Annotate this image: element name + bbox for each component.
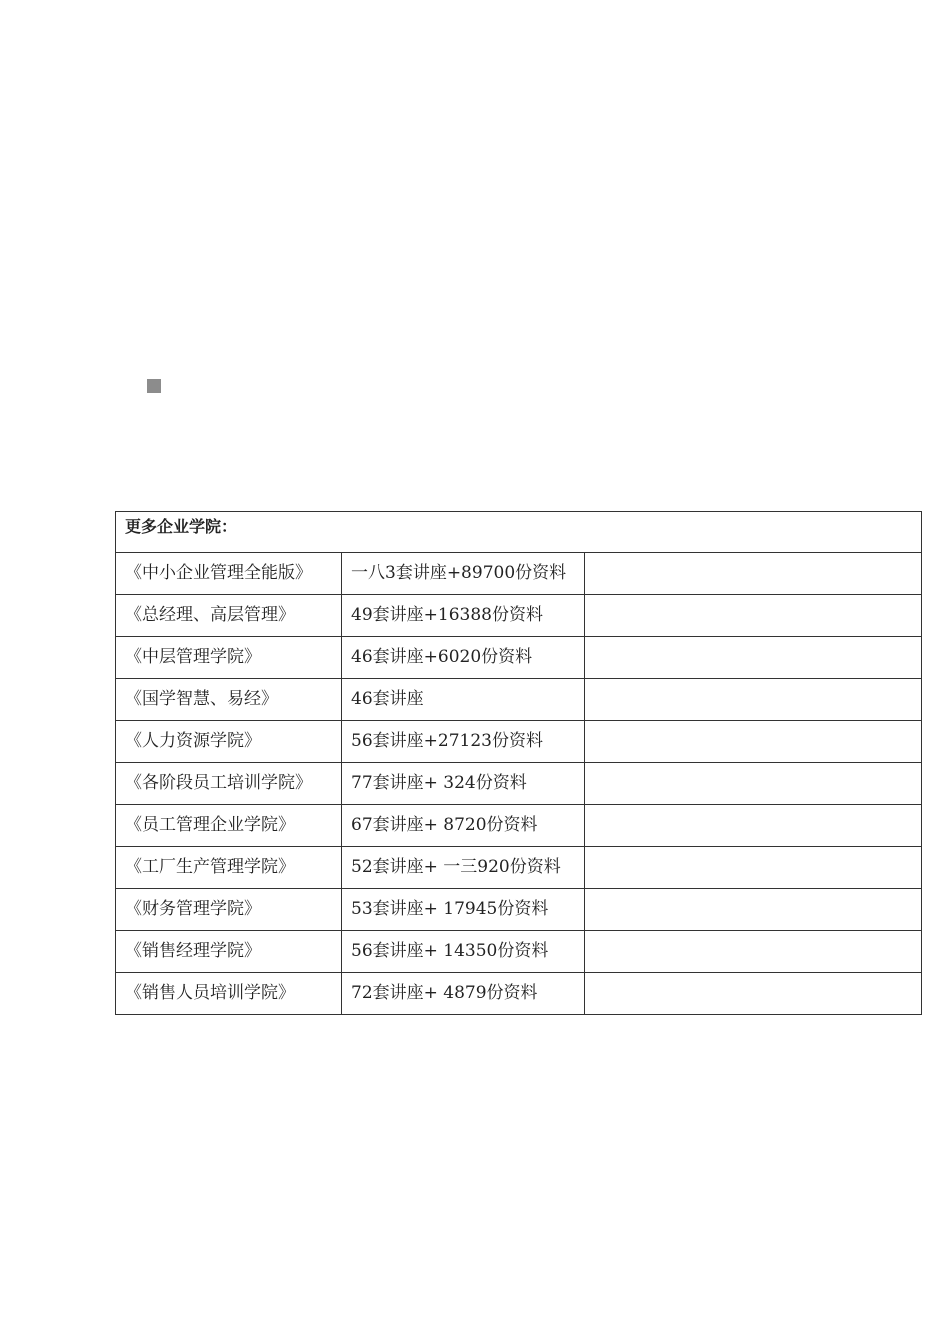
academy-name: 《总经理、高层管理》 (116, 595, 342, 637)
academy-name: 《员工管理企业学院》 (116, 805, 342, 847)
academy-name: 《销售经理学院》 (116, 931, 342, 973)
table-row (116, 889, 922, 931)
academy-note (585, 637, 922, 679)
academy-note (585, 595, 922, 637)
academy-note (585, 679, 922, 721)
table-row (116, 721, 922, 763)
table-row (116, 679, 922, 721)
academy-table (115, 511, 922, 1015)
academy-name: 《人力资源学院》 (116, 721, 342, 763)
academy-content: 77套讲座+ 324份资料 (342, 763, 585, 805)
academy-content: 53套讲座+ 17945份资料 (342, 889, 585, 931)
academy-note (585, 763, 922, 805)
table-row (116, 763, 922, 805)
academy-content: 72套讲座+ 4879份资料 (342, 973, 585, 1015)
academy-content: 52套讲座+ 一三920份资料 (342, 847, 585, 889)
academy-name: 《工厂生产管理学院》 (116, 847, 342, 889)
academy-note (585, 973, 922, 1015)
academy-name: 《中层管理学院》 (116, 637, 342, 679)
academy-name: 《财务管理学院》 (116, 889, 342, 931)
academy-name: 《各阶段员工培训学院》 (116, 763, 342, 805)
bullet-square (147, 379, 161, 393)
academy-content: 46套讲座+6020份资料 (342, 637, 585, 679)
academy-content: 56套讲座+ 14350份资料 (342, 931, 585, 973)
academy-note (585, 889, 922, 931)
academy-note (585, 553, 922, 595)
academy-note (585, 805, 922, 847)
academy-content: 49套讲座+16388份资料 (342, 595, 585, 637)
academy-content: 67套讲座+ 8720份资料 (342, 805, 585, 847)
academy-content: 56套讲座+27123份资料 (342, 721, 585, 763)
academy-note (585, 931, 922, 973)
academy-content: 一八3套讲座+89700份资料 (342, 553, 585, 595)
table-row (116, 847, 922, 889)
academy-name: 《销售人员培训学院》 (116, 973, 342, 1015)
table-row (116, 973, 922, 1015)
table-row (116, 805, 922, 847)
academy-content: 46套讲座 (342, 679, 585, 721)
table-header: 更多企业学院： (116, 512, 922, 553)
table-header-row (116, 512, 922, 553)
academy-name: 《中小企业管理全能版》 (116, 553, 342, 595)
academy-name: 《国学智慧、易经》 (116, 679, 342, 721)
table-row (116, 931, 922, 973)
academy-note (585, 721, 922, 763)
table-row (116, 637, 922, 679)
academy-note (585, 847, 922, 889)
table-row (116, 553, 922, 595)
table-row (116, 595, 922, 637)
